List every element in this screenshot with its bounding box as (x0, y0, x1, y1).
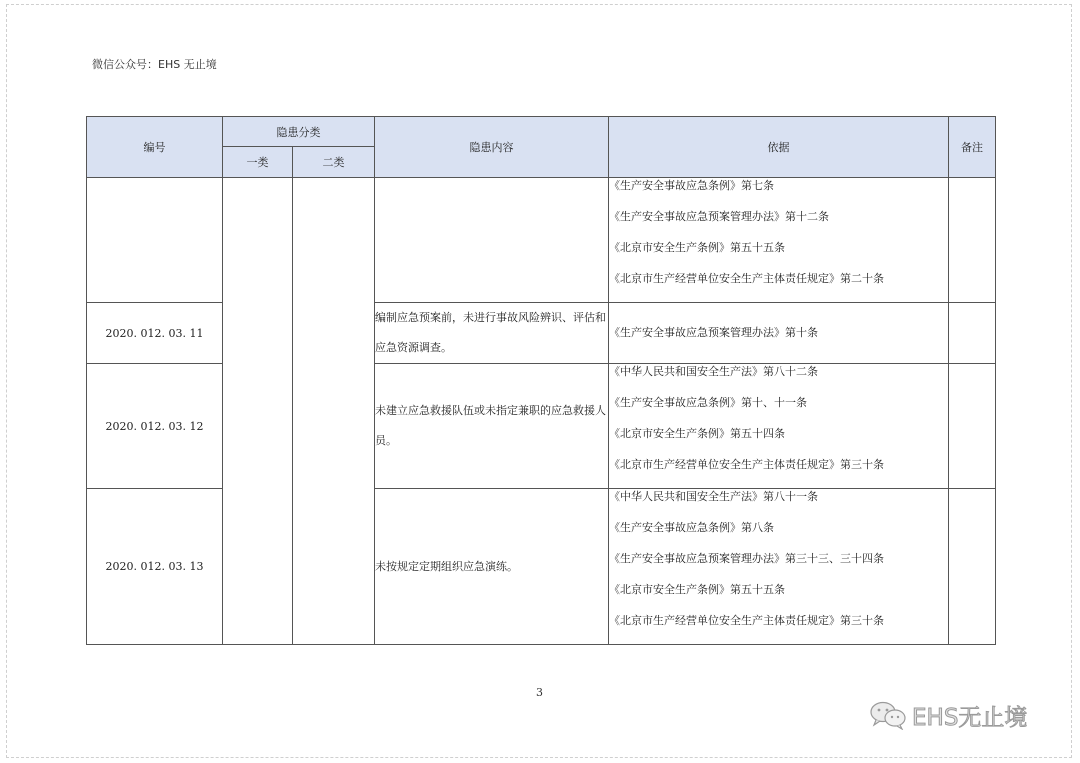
basis-item: 《生产安全事故应急条例》第七条 (609, 179, 774, 192)
header-note: 微信公众号：EHS 无止境 (92, 58, 217, 71)
row-basis (609, 178, 949, 303)
row-note (949, 303, 996, 364)
row-note (949, 364, 996, 489)
row-basis (609, 489, 949, 645)
row-basis (609, 364, 949, 489)
basis-item: 《北京市生产经营单位安全生产主体责任规定》第三十条 (609, 458, 884, 471)
table-row (87, 178, 996, 303)
watermark-text: EHS无止境 (912, 704, 1028, 731)
basis-item: 《生产安全事故应急条例》第十、十一条 (609, 396, 807, 409)
row-content: 未建立应急救援队伍或未指定兼职的应急救援人员。 (375, 364, 609, 489)
watermark (868, 700, 1027, 730)
row-basis (609, 303, 949, 364)
cat2-cell (293, 178, 375, 645)
basis-item: 《中华人民共和国安全生产法》第八十一条 (609, 490, 818, 503)
row-code (87, 178, 223, 303)
row-code: 2020. 012. 03. 11 (87, 303, 223, 364)
basis-item: 《生产安全事故应急预案管理办法》第十条 (609, 326, 818, 339)
cat1-cell (223, 178, 293, 645)
basis-item: 《生产安全事故应急条例》第八条 (609, 521, 774, 534)
basis-item: 《中华人民共和国安全生产法》第八十二条 (609, 365, 818, 378)
hazard-table (86, 116, 996, 645)
row-code: 2020. 012. 03. 13 (87, 489, 223, 645)
row-note (949, 178, 996, 303)
header-cat2: 二类 (293, 147, 375, 178)
header-cat1: 一类 (223, 147, 293, 178)
header-note: 备注 (949, 117, 996, 178)
wechat-icon (868, 700, 908, 730)
row-content (375, 178, 609, 303)
row-note (949, 489, 996, 645)
basis-item: 《北京市生产经营单位安全生产主体责任规定》第二十条 (609, 272, 884, 285)
basis-item: 《北京市安全生产条例》第五十五条 (609, 583, 785, 596)
header-basis: 依据 (609, 117, 949, 178)
basis-item: 《生产安全事故应急预案管理办法》第十二条 (609, 210, 829, 223)
header-code: 编号 (87, 117, 223, 178)
row-content: 未按规定定期组织应急演练。 (375, 489, 609, 645)
row-code: 2020. 012. 03. 12 (87, 364, 223, 489)
header-content: 隐患内容 (375, 117, 609, 178)
basis-item: 《北京市安全生产条例》第五十五条 (609, 241, 785, 254)
page-number: 3 (536, 686, 543, 699)
header-category: 隐患分类 (223, 117, 375, 147)
row-content: 编制应急预案前，未进行事故风险辨识、评估和应急资源调查。 (375, 303, 609, 364)
basis-item: 《生产安全事故应急预案管理办法》第三十三、三十四条 (609, 552, 884, 565)
basis-item: 《北京市生产经营单位安全生产主体责任规定》第三十条 (609, 614, 884, 627)
basis-item: 《北京市安全生产条例》第五十四条 (609, 427, 785, 440)
